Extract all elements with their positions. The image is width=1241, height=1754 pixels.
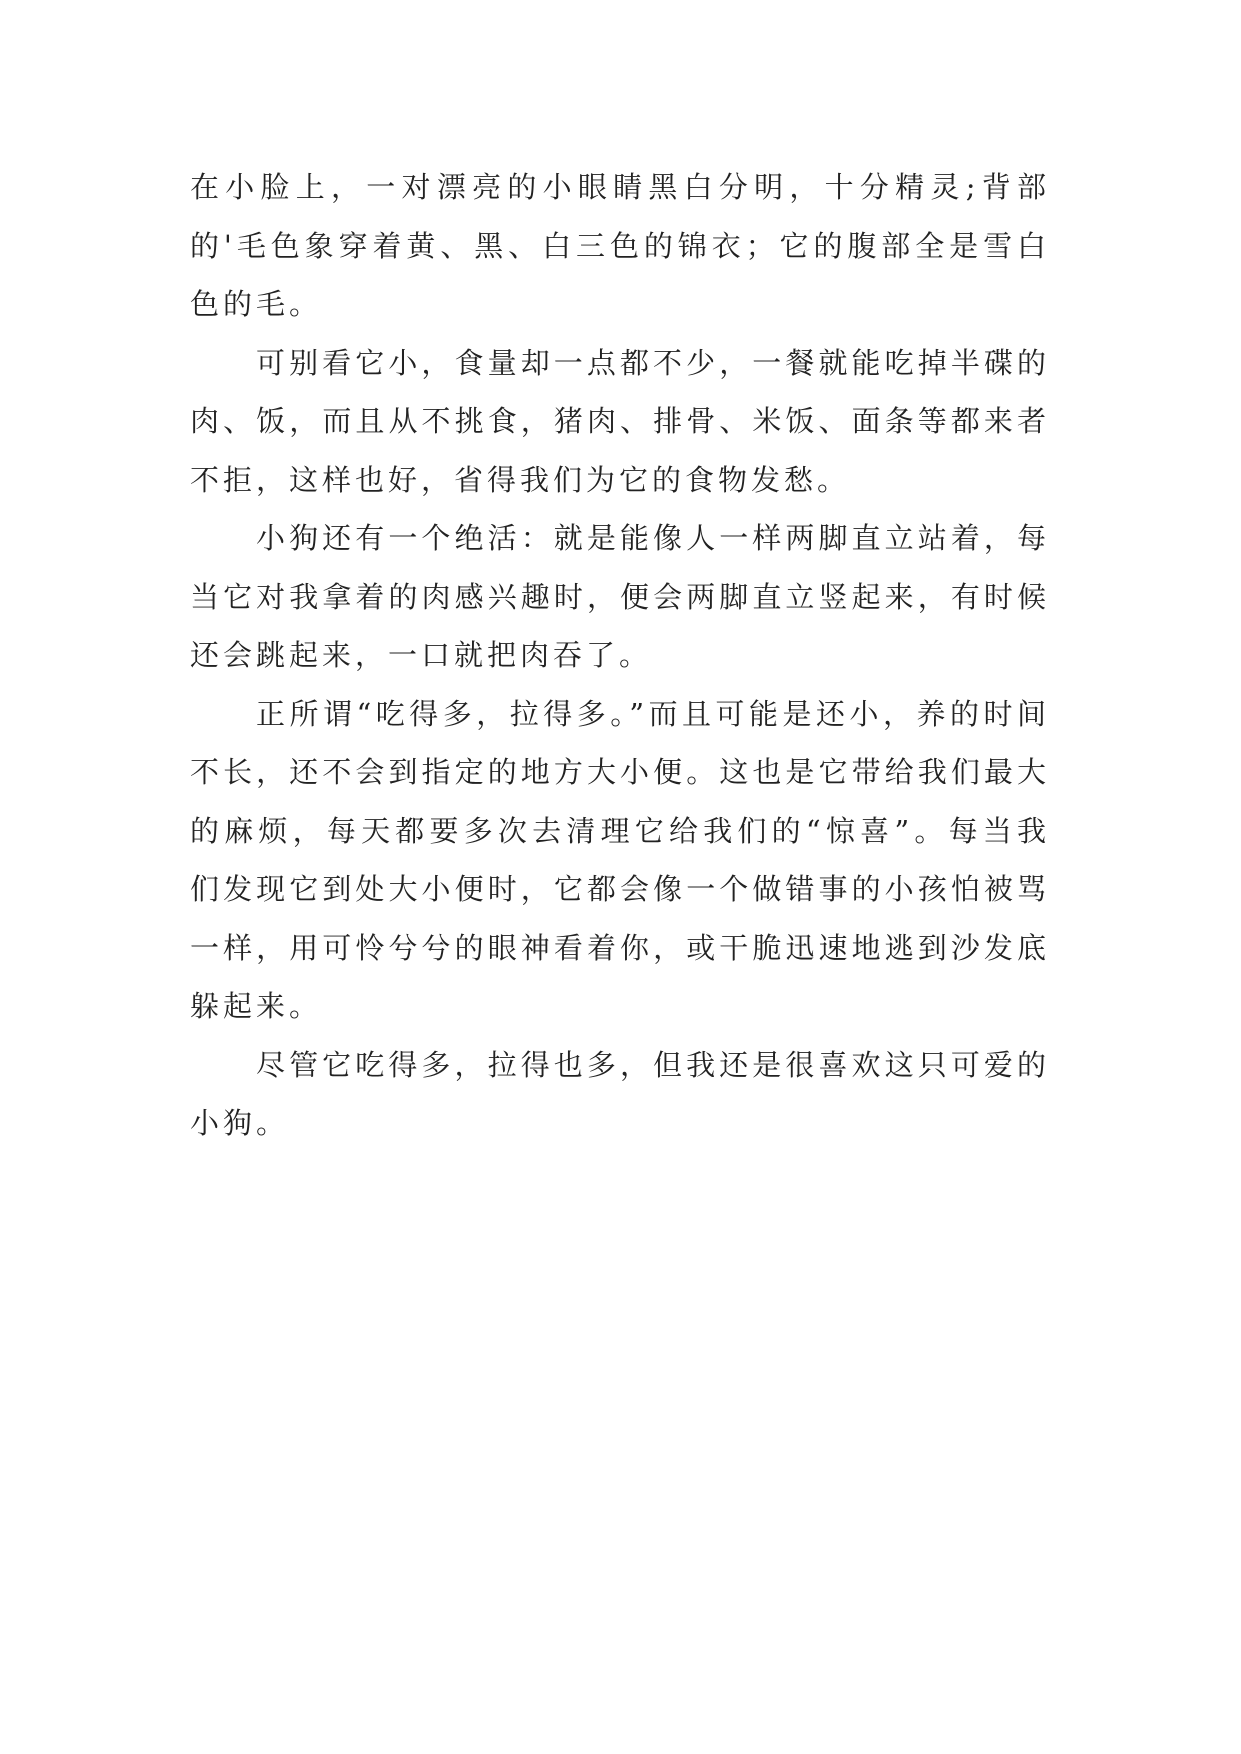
paragraph-2: 可别看它小，食量却一点都不少，一餐就能吃掉半碟的肉、饭，而且从不挑食，猪肉、排骨、米饭、面条等都来者不拒，这样也好，省得我们为它的食物发愁。: [190, 345, 1050, 497]
paragraph-3: 小狗还有一个绝活：就是能像人一样两脚直立站着，每当它对我拿着的肉感兴趣时，便会两脚直立竖起来，有时候还会跳起来，一口就把肉吞了。: [190, 521, 1050, 672]
paragraph-5: 尽管它吃得多，拉得也多，但我还是很喜欢这只可爱的小狗。: [190, 1047, 1050, 1140]
paragraph-4: 正所谓“吃得多，拉得多。”而且可能是还小，养的时间不长，还不会到指定的地方大小便。这也是它带给我们最大的麻烦，每天都要多次去清理它给我们的“惊喜”。每当我们发现它到处大小便时，它都会像一个做错事的小孩怕被骂一样，用可怜兮兮的眼神看着你，或干脆迅速地逃到沙发底躲起来。: [190, 696, 1050, 1023]
paragraph-1: 在小脸上，一对漂亮的小眼睛黑白分明，十分精灵;背部的'毛色象穿着黄、黑、白三色的锦衣；它的腹部全是雪白色的毛。: [190, 170, 1050, 321]
document-body: [190, 158, 1050, 1153]
